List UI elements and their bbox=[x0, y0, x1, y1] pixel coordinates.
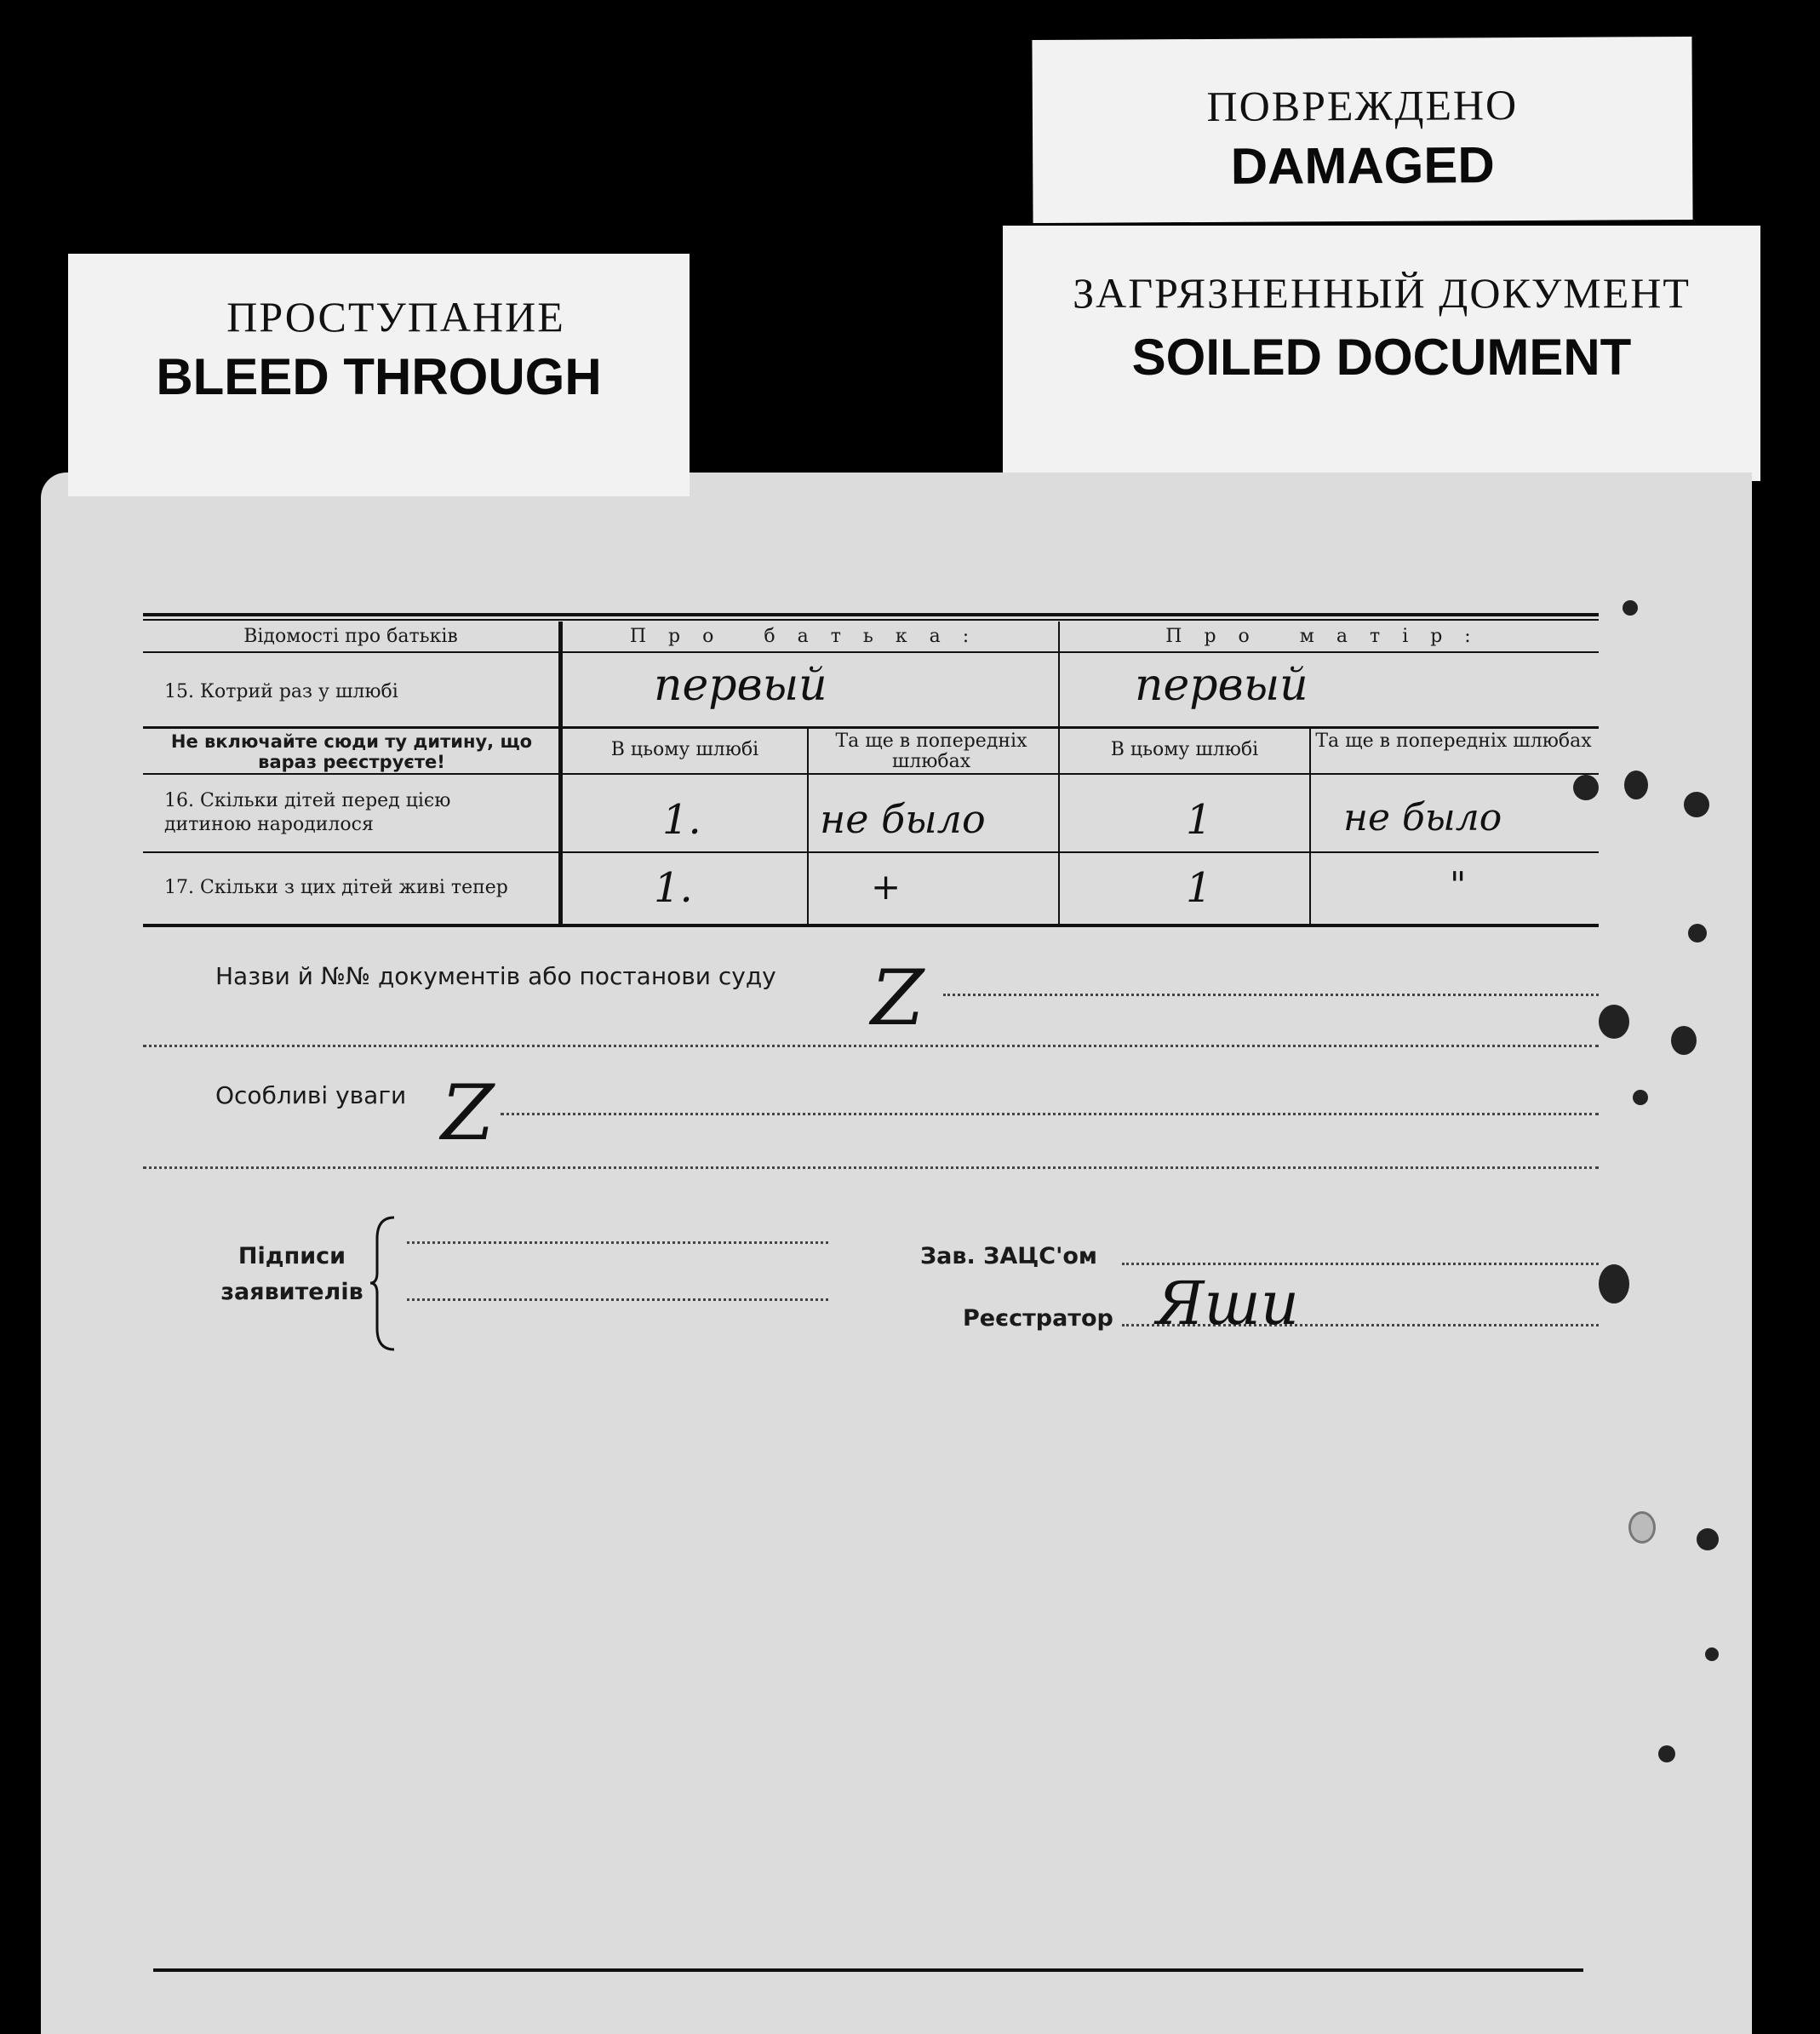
signatures-label-line2: заявителів bbox=[220, 1279, 363, 1305]
row15-mother-value: первый bbox=[1135, 660, 1308, 711]
sub-this-marriage-father: В цьому шлюбі bbox=[610, 739, 759, 760]
punch-hole bbox=[1658, 1745, 1675, 1762]
sub-prev-marriages-father: Та ще в попередніх шлюбах bbox=[835, 731, 1027, 772]
punch-hole bbox=[1684, 792, 1709, 817]
col-parents-info: Відомості про батьків bbox=[243, 626, 458, 647]
signatures-brace bbox=[369, 1213, 403, 1354]
row16-father-this: 1. bbox=[662, 796, 701, 844]
damaged-label-card bbox=[1032, 37, 1692, 223]
punch-hole bbox=[1688, 924, 1707, 943]
bleed-through-label-card bbox=[68, 254, 690, 496]
bleed-label-en: BLEED THROUGH bbox=[156, 348, 602, 405]
row17-father-this: 1. bbox=[654, 864, 693, 912]
soiled-label-ru: ЗАГРЯЗНЕННЫЙ ДОКУМЕНТ bbox=[1073, 269, 1691, 317]
col-mother: Про матір: bbox=[1165, 626, 1493, 647]
sub-prev-marriages-mother: Та ще в попередніх шлюбах bbox=[1315, 731, 1592, 752]
damaged-label-en: DAMAGED bbox=[1230, 136, 1495, 195]
signatures-label-line1: Підписи bbox=[238, 1243, 346, 1269]
punch-hole bbox=[1697, 1528, 1719, 1550]
col-father: Про батька: bbox=[629, 626, 992, 647]
bleed-label-ru: ПРОСТУПАНИЕ bbox=[226, 293, 565, 341]
punch-hole bbox=[1623, 600, 1638, 616]
damaged-label-ru: ПОВРЕЖДЕНО bbox=[1206, 81, 1519, 130]
table-bottom-rule bbox=[143, 924, 1599, 927]
documents-value: Z bbox=[871, 954, 924, 1043]
row15-label: 15. Котрий раз у шлюбі bbox=[164, 681, 398, 702]
row17-father-prev: + bbox=[871, 866, 901, 908]
head-label: Зав. ЗАЦС'ом bbox=[920, 1243, 1097, 1269]
table-top-rule bbox=[143, 613, 1599, 616]
row15-father-value: первый bbox=[654, 660, 827, 711]
punch-hole bbox=[1624, 771, 1648, 799]
documents-label: Назви й №№ документів або постанови суду bbox=[215, 962, 776, 990]
punch-hole bbox=[1705, 1647, 1719, 1661]
punch-hole bbox=[1671, 1026, 1697, 1055]
soiled-label-en: SOILED DOCUMENT bbox=[1131, 329, 1632, 386]
punch-hole bbox=[1573, 775, 1599, 800]
soiled-label-card bbox=[1003, 226, 1760, 481]
signatures-label bbox=[194, 1239, 390, 1310]
punch-hole bbox=[1599, 1005, 1629, 1039]
remarks-value: Z bbox=[441, 1069, 495, 1158]
document-sheet bbox=[41, 473, 1752, 2034]
row17-label: 17. Скільки з цих дітей живі тепер bbox=[164, 877, 508, 898]
row16-father-prev: не было bbox=[820, 796, 986, 842]
row17-mother-prev: " bbox=[1450, 864, 1467, 906]
punch-hole bbox=[1633, 1090, 1648, 1105]
remarks-label: Особливі уваги bbox=[215, 1081, 407, 1109]
sheet-bottom-rule bbox=[153, 1968, 1583, 1972]
punch-hole bbox=[1628, 1511, 1656, 1544]
registrar-label: Реєстратор bbox=[963, 1305, 1113, 1332]
row16-label: 16. Скільки дітей перед цією дитиною народилося bbox=[164, 790, 451, 835]
sub-this-marriage-mother: В цьому шлюбі bbox=[1110, 739, 1259, 760]
row17-mother-this: 1 bbox=[1186, 864, 1212, 912]
registrar-signature: Яши bbox=[1156, 1269, 1299, 1338]
row16-mother-prev: не было bbox=[1343, 796, 1502, 839]
row16-mother-this: 1 bbox=[1186, 796, 1212, 844]
punch-hole bbox=[1599, 1264, 1629, 1303]
note-exclude-child: Не включайте сюди ту дитину, що вараз реєструєте! bbox=[170, 731, 533, 772]
